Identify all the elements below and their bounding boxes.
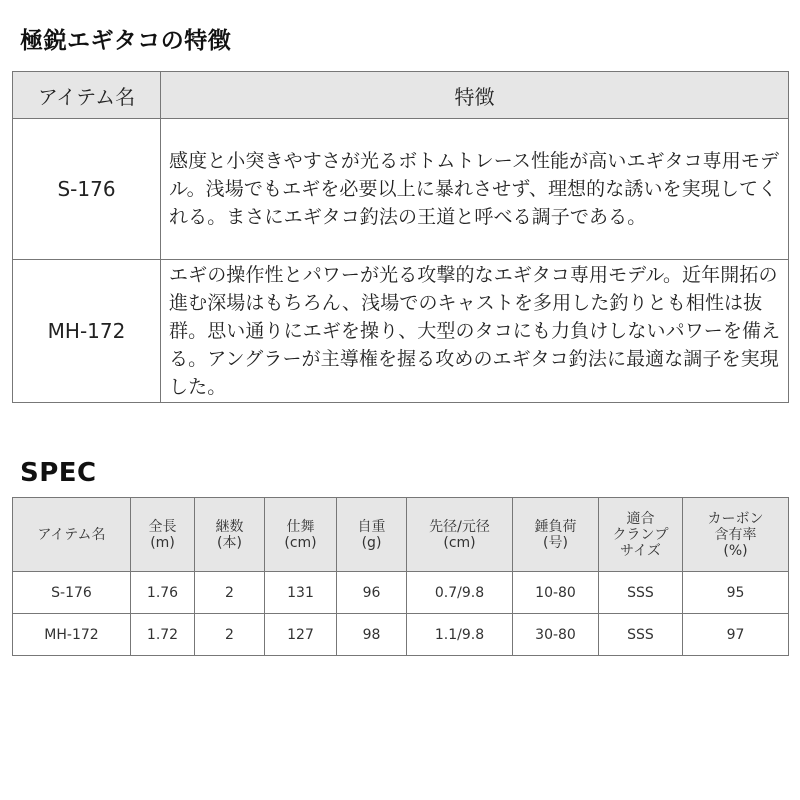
table-row	[13, 572, 789, 614]
spec-column-header-sinker-load	[513, 498, 599, 572]
spec-cell-carbon: 95	[683, 572, 789, 614]
spec-cell-diameter: 0.7/9.8	[407, 572, 513, 614]
features-column-header-item: アイテム名	[13, 72, 161, 119]
spec-heading: SPEC	[20, 458, 97, 488]
header-line: 全長	[148, 518, 177, 535]
spec-cell-carbon: 97	[683, 614, 789, 656]
header-unit: (本)	[217, 534, 242, 551]
spec-column-header-carbon	[683, 498, 789, 572]
spec-cell-sinker-load: 10-80	[513, 572, 599, 614]
header-unit: (g)	[361, 534, 382, 551]
spec-cell-weight: 96	[337, 572, 407, 614]
spec-table	[12, 497, 789, 656]
header-line: 先径/元径	[429, 518, 490, 535]
spec-cell-sinker-load: 30-80	[513, 614, 599, 656]
header-line: 錘負荷	[534, 518, 577, 535]
spec-cell-item: S-176	[13, 572, 131, 614]
spec-column-header-diameter	[407, 498, 513, 572]
spec-column-header-weight	[337, 498, 407, 572]
header-line: アイテム名	[37, 526, 106, 543]
item-name-cell: S-176	[13, 119, 161, 260]
spec-cell-length: 1.72	[131, 614, 195, 656]
item-description-cell: 感度と小突きやすさが光るボトムトレース性能が高いエギタコ専用モデル。浅場でもエギを必要以上に暴れさせず、理想的な誘いを実現してくれる。まさにエギタコ釣法の王道と呼べる調子である。	[161, 119, 789, 260]
spec-cell-item: MH-172	[13, 614, 131, 656]
spec-column-header-closed-length	[265, 498, 337, 572]
spec-cell-weight: 98	[337, 614, 407, 656]
header-line: 適合	[626, 510, 655, 527]
header-line: サイズ	[620, 542, 661, 559]
header-line: カーボン	[707, 510, 764, 527]
spec-cell-closed-length: 127	[265, 614, 337, 656]
features-table	[12, 71, 789, 403]
spec-cell-closed-length: 131	[265, 572, 337, 614]
table-row	[13, 260, 789, 403]
table-row	[13, 614, 789, 656]
spec-column-header-pieces	[195, 498, 265, 572]
features-heading: 極鋭エギタコの特徴	[20, 28, 232, 54]
spec-column-header-clamp-size	[599, 498, 683, 572]
header-unit: (cm)	[284, 534, 317, 551]
header-line: 継数	[215, 518, 244, 535]
spec-cell-length: 1.76	[131, 572, 195, 614]
spec-cell-clamp-size: SSS	[599, 572, 683, 614]
header-line: 含有率	[714, 526, 757, 543]
spec-cell-pieces: 2	[195, 614, 265, 656]
header-line: クランプ	[612, 526, 669, 543]
header-line: 自重	[357, 518, 386, 535]
spec-cell-clamp-size: SSS	[599, 614, 683, 656]
header-unit: (%)	[723, 542, 748, 559]
item-name-cell: MH-172	[13, 260, 161, 403]
header-unit: (cm)	[443, 534, 476, 551]
features-header-row	[13, 72, 789, 119]
spec-cell-diameter: 1.1/9.8	[407, 614, 513, 656]
spec-column-header-length	[131, 498, 195, 572]
header-line: 仕舞	[286, 518, 315, 535]
spec-column-header-item	[13, 498, 131, 572]
header-unit: (m)	[150, 534, 175, 551]
table-row	[13, 119, 789, 260]
item-description-cell: エギの操作性とパワーが光る攻撃的なエギタコ専用モデル。近年開拓の進む深場はもちろん、浅場でのキャストを多用した釣りとも相性は抜群。思い通りにエギを操り、大型のタコにも力負けしないパワーを備える。アングラーが主導権を握る攻めのエギタコ釣法に最適な調子を実現した。	[161, 260, 789, 403]
features-column-header-feature: 特徴	[161, 72, 789, 119]
spec-header-row	[13, 498, 789, 572]
spec-cell-pieces: 2	[195, 572, 265, 614]
header-unit: (号)	[543, 534, 568, 551]
